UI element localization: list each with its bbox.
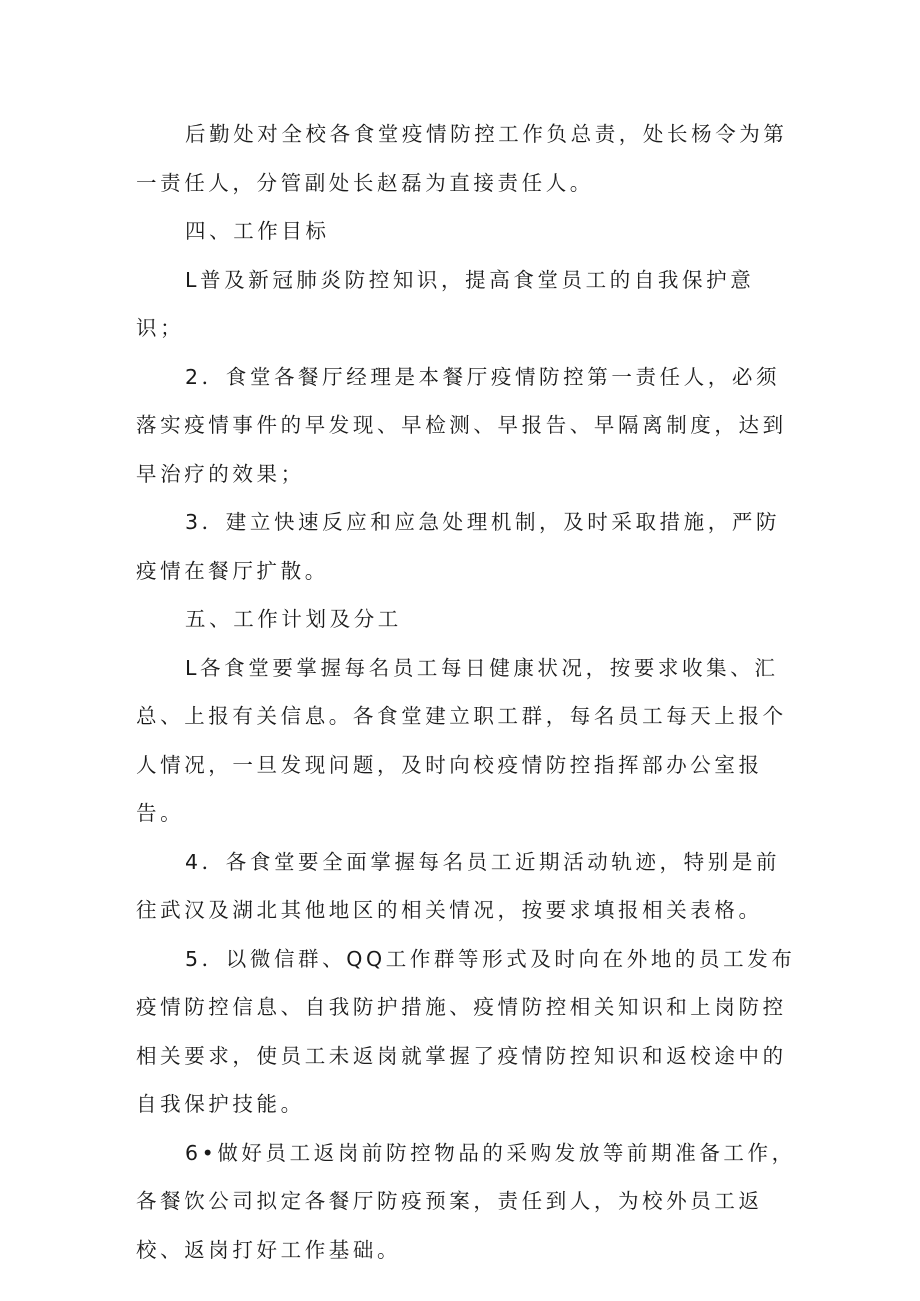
document-body bbox=[136, 110, 796, 1274]
heading-work-plan: 五、工作计划及分工 bbox=[185, 607, 402, 631]
paragraph-plan-6: 6•做好员工返岗前防控物品的采购发放等前期准备工作，各餐饮公司拟定各餐厅防疫预案，责任到人，为校外员工返校、返岗打好工作基础。 bbox=[136, 1140, 796, 1262]
paragraph-goal-3: 3．建立快速反应和应急处理机制，及时采取措施，严防疫情在餐厅扩散。 bbox=[136, 510, 781, 583]
paragraph-responsibility: 后勤处对全校各食堂疫情防控工作负总责，处长杨令为第一责任人，分管副处长赵磊为直接责任人。 bbox=[136, 122, 788, 195]
heading-work-goals: 四、工作目标 bbox=[185, 219, 330, 243]
paragraph-plan-1: L各食堂要掌握每名员工每日健康状况，按要求收集、汇总、上报有关信息。各食堂建立职工群，每名员工每天上报个人情况，一旦发现问题，及时向校疫情防控指挥部办公室报告。 bbox=[136, 655, 787, 825]
paragraph-plan-4: 4．各食堂要全面掌握每名员工近期活动轨迹，特别是前往武汉及湖北其他地区的相关情况，按要求填报相关表格。 bbox=[136, 849, 781, 922]
paragraph-plan-5: 5．以微信群、QQ工作群等形式及时向在外地的员工发布疫情防控信息、自我防护措施、疫情防控相关知识和上岗防控相关要求，使员工未返岗就掌握了疫情防控知识和返校途中的自我保护技能。 bbox=[136, 946, 796, 1116]
paragraph-goal-2: 2．食堂各餐厅经理是本餐厅疫情防控第一责任人，必须落实疫情事件的早发现、早检测、早报告、早隔离制度，达到早治疗的效果； bbox=[136, 364, 787, 486]
paragraph-goal-1: L普及新冠肺炎防控知识，提高食堂员工的自我保护意识； bbox=[136, 267, 755, 340]
